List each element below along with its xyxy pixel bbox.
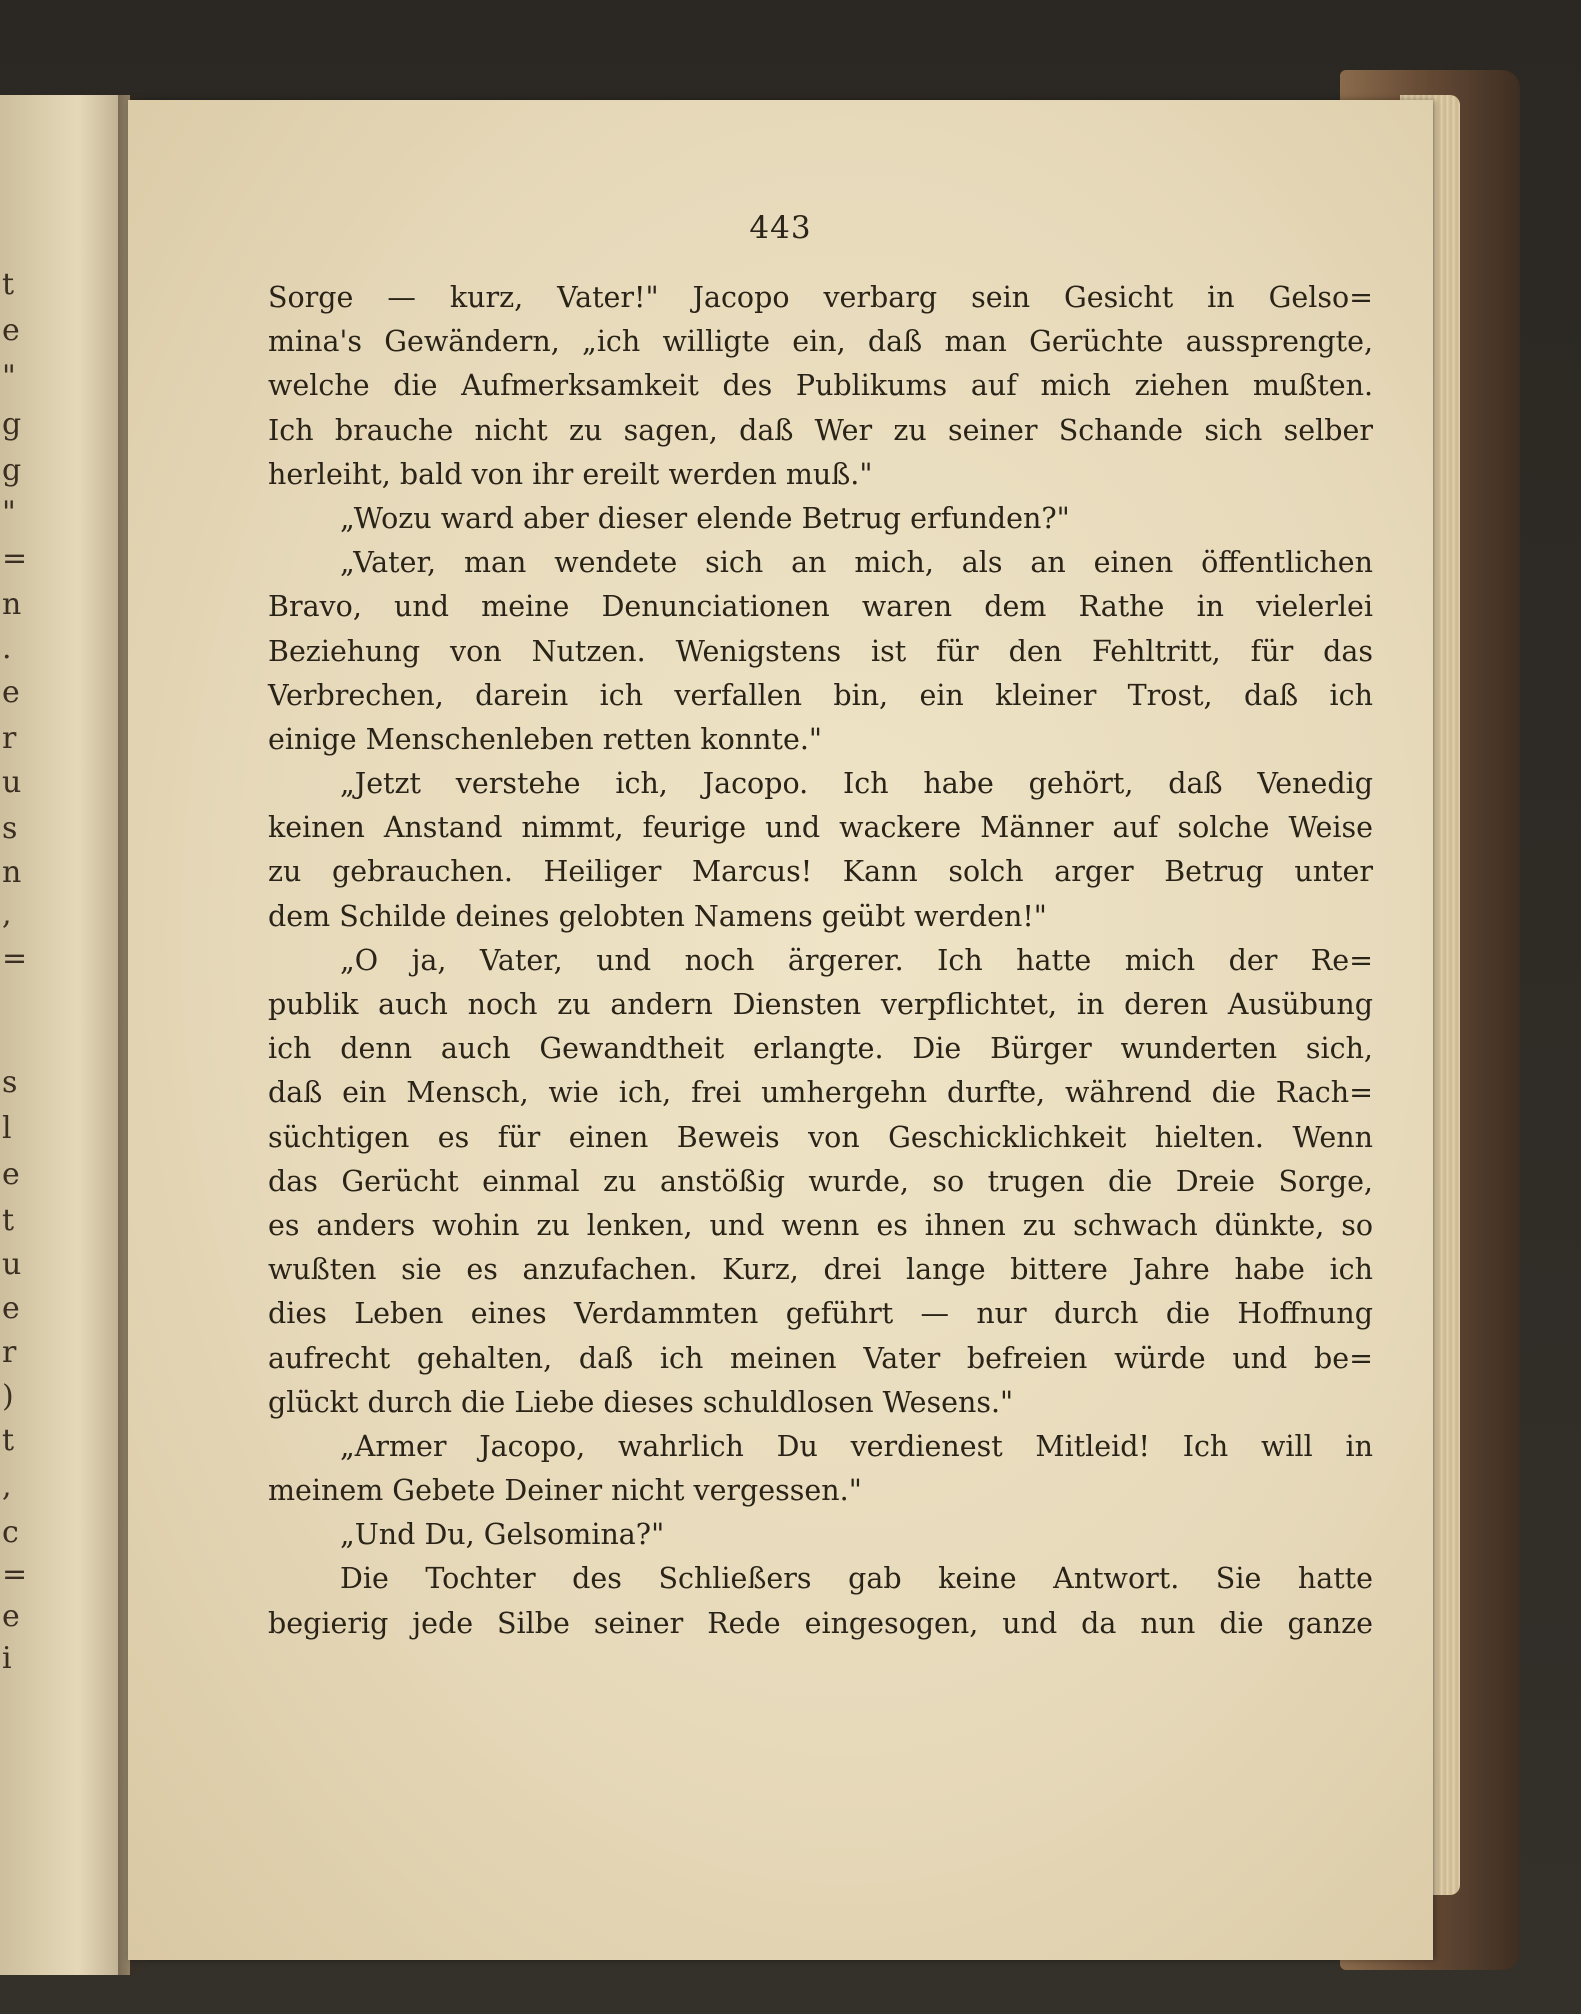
- text-line: „Und Du, Gelsomina?": [340, 1518, 665, 1552]
- left-page-fragment: i: [2, 1641, 12, 1676]
- left-page-fragment: s: [2, 1065, 18, 1100]
- left-page-fragment: r: [2, 1335, 17, 1370]
- left-page-fragment: n: [2, 587, 22, 622]
- left-facing-page: [0, 95, 130, 1975]
- left-page-fragment: .: [2, 631, 12, 666]
- text-line: dies Leben eines Verdammten geführt — nur durch die Hoffnung: [268, 1297, 1373, 1331]
- text-line: „O ja, Vater, und noch ärgerer. Ich hatte mich der Re=: [340, 943, 1373, 977]
- text-line: aufrecht gehalten, daß ich meinen Vater befreien würde und be=: [268, 1341, 1373, 1375]
- text-line: meinem Gebete Deiner nicht vergessen.": [268, 1474, 862, 1508]
- left-page-fragment: c: [2, 1515, 19, 1550]
- text-line: welche die Aufmerksamkeit des Publikums auf mich ziehen mußten.: [268, 369, 1373, 403]
- left-page-fragment: t: [2, 1203, 15, 1238]
- text-line: Ich brauche nicht zu sagen, daß Wer zu seiner Schande sich selber: [268, 413, 1373, 447]
- text-line: wußten sie es anzufachen. Kurz, drei lange bittere Jahre habe ich: [268, 1253, 1373, 1287]
- text-line: daß ein Mensch, wie ich, frei umhergehn durfte, während die Rach=: [268, 1076, 1373, 1110]
- text-line: ich denn auch Gewandtheit erlangte. Die Bürger wunderten sich,: [268, 1032, 1373, 1066]
- text-line: „Jetzt verstehe ich, Jacopo. Ich habe gehört, daß Venedig: [340, 767, 1373, 801]
- left-page-fragment: g: [2, 407, 22, 442]
- left-page-fragment: s: [2, 811, 18, 846]
- book-page: [128, 100, 1433, 1960]
- left-page-fragment: e: [2, 313, 20, 348]
- text-line: Sorge — kurz, Vater!" Jacopo verbarg sein Gesicht in Gelso=: [268, 281, 1373, 314]
- left-page-fragment: ": [2, 359, 16, 394]
- left-page-fragment: u: [2, 765, 22, 800]
- left-page-fragment: e: [2, 1291, 20, 1326]
- left-page-fragment: e: [2, 1599, 20, 1634]
- text-line: Verbrechen, darein ich verfallen bin, ein kleiner Trost, daß ich: [268, 678, 1373, 712]
- left-page-fragment: ,: [2, 1469, 12, 1504]
- text-line: das Gerücht einmal zu anstößig wurde, so trugen die Dreie Sorge,: [268, 1164, 1373, 1198]
- left-page-fragment: u: [2, 1247, 22, 1282]
- text-line: einige Menschenleben retten konnte.": [268, 722, 822, 756]
- text-line: Beziehung von Nutzen. Wenigstens ist für den Fehltritt, für das: [268, 634, 1373, 668]
- left-page-fragment: t: [2, 1423, 15, 1458]
- left-page-fragment: l: [2, 1111, 12, 1146]
- text-line: „Armer Jacopo, wahrlich Du verdienest Mitleid! Ich will in: [340, 1429, 1373, 1463]
- left-page-fragment: e: [2, 1157, 20, 1192]
- left-page-fragment: ,: [2, 897, 12, 932]
- left-page-fragment: e: [2, 675, 20, 710]
- text-line: begierig jede Silbe seiner Rede eingesogen, und da nun die ganze: [268, 1606, 1373, 1640]
- text-line: „Wozu ward aber dieser elende Betrug erfunden?": [340, 501, 1070, 535]
- left-page-fragment: =: [2, 941, 28, 976]
- text-line: publik auch noch zu andern Diensten verpflichtet, in deren Ausübung: [268, 988, 1373, 1021]
- body-text: [268, 276, 1373, 1646]
- left-page-fragment: r: [2, 721, 17, 756]
- text-line: zu gebrauchen. Heiliger Marcus! Kann solch arger Betrug unter: [268, 855, 1373, 889]
- text-line: glückt durch die Liebe dieses schuldlosen Wesens.": [268, 1385, 1014, 1419]
- page-number: 443: [749, 210, 812, 246]
- text-line: es anders wohin zu lenken, und wenn es ihnen zu schwach dünkte, so: [268, 1208, 1373, 1242]
- text-line: mina's Gewändern, „ich willigte ein, daß man Gerüchte aussprengte,: [268, 325, 1373, 359]
- left-page-fragment: t: [2, 267, 15, 302]
- text-line: Bravo, und meine Denunciationen waren dem Rathe in vielerlei: [268, 590, 1373, 624]
- text-line: keinen Anstand nimmt, feurige und wackere Männer auf solche Weise: [268, 811, 1373, 845]
- left-page-fragment: ": [2, 495, 16, 530]
- text-line: „Vater, man wendete sich an mich, als an einen öffentlichen: [340, 546, 1373, 580]
- text-line: Die Tochter des Schließers gab keine Antwort. Sie hatte: [340, 1562, 1373, 1596]
- text-line: dem Schilde deines gelobten Namens geübt werden!": [268, 899, 1047, 933]
- left-page-fragment: n: [2, 855, 22, 890]
- text-line: herleiht, bald von ihr ereilt werden muß.": [268, 457, 873, 491]
- left-page-fragment: =: [2, 1557, 28, 1592]
- text-line: süchtigen es für einen Beweis von Geschicklichkeit hielten. Wenn: [268, 1120, 1373, 1154]
- left-page-fragment: g: [2, 453, 22, 488]
- left-page-fragment: ): [2, 1379, 14, 1414]
- left-page-fragment: =: [2, 541, 28, 576]
